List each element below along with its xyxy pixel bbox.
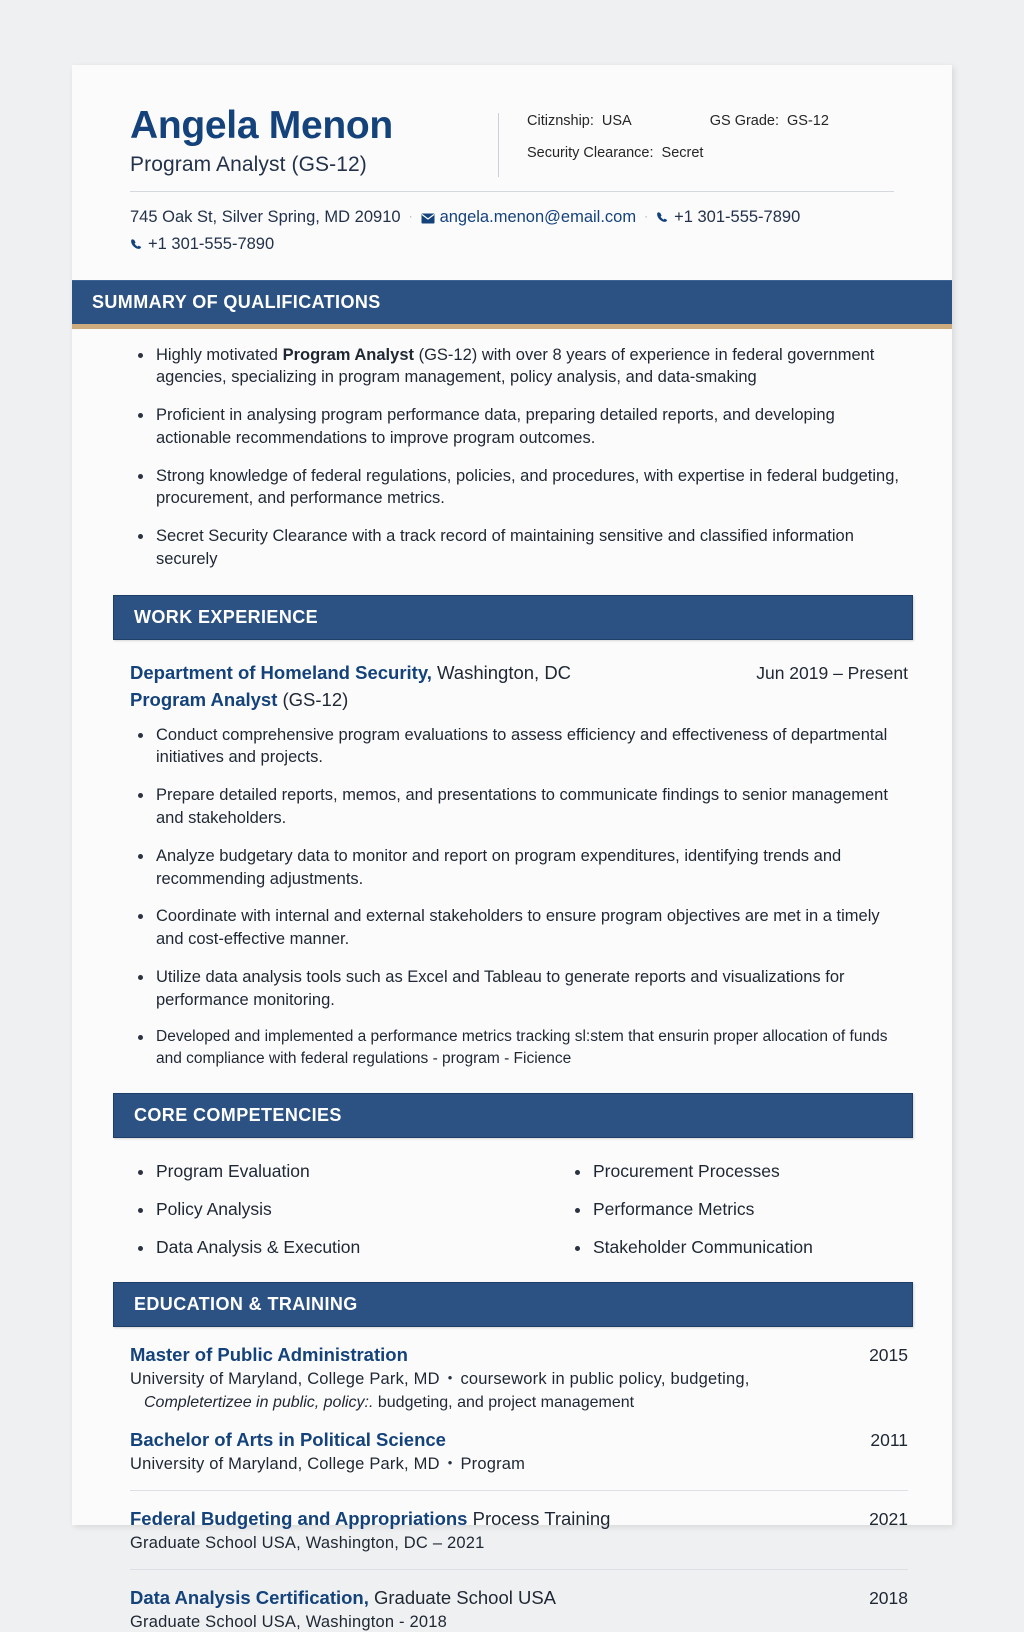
list-item: Procurement Processes xyxy=(567,1161,908,1182)
education-entry-row xyxy=(130,1587,908,1609)
competencies-column-left xyxy=(130,1144,519,1258)
education-degree-wrap xyxy=(130,1429,446,1451)
education-year: 2018 xyxy=(869,1588,908,1609)
summary-bullet1-post: (GS-12) with over 8 years of experience in federal government agencies, specializing in program management, policy analysis, and data-smaking xyxy=(156,345,875,387)
contact-line xyxy=(72,192,952,257)
education-entry-row xyxy=(130,1508,908,1530)
education-school-dot: • xyxy=(447,1455,453,1471)
education-entry-row xyxy=(130,1429,908,1451)
competencies-section xyxy=(72,1138,952,1258)
work-bullets-wrap xyxy=(72,724,952,1069)
gs-grade-label: GS Grade: xyxy=(709,113,780,129)
security-clearance-label: Security Clearance: xyxy=(527,145,654,161)
list-item xyxy=(130,344,908,390)
address-text: 745 Oak St, Silver Spring, MD 20910 xyxy=(130,208,401,227)
section-header-work-experience: WORK EXPERIENCE xyxy=(113,595,913,640)
work-bullet-list xyxy=(130,724,908,1069)
list-item: Developed and implemented a performance metrics tracking sl:stem that ensurin proper allocation of funds and compliance with federal regulations - program - Ficience xyxy=(130,1026,908,1069)
list-item: Coordinate with internal and external stakeholders to ensure program objectives are met in a timely and cost-effective manner. xyxy=(130,905,908,951)
education-school: Graduate School USA, Washington, DC – 2021 xyxy=(130,1534,485,1553)
security-clearance-field xyxy=(527,145,703,161)
work-entry-org-wrap xyxy=(130,662,571,684)
education-degree: Bachelor of Arts in Political Science xyxy=(130,1429,446,1451)
resume-header xyxy=(72,65,952,177)
resume-page xyxy=(72,65,952,1632)
work-entry-org-row xyxy=(130,662,908,684)
education-section xyxy=(72,1327,952,1632)
phone-text: +1 301-555-7890 xyxy=(674,208,801,227)
citizenship-value: USA xyxy=(601,113,632,129)
work-entry-grade: (GS-12) xyxy=(277,688,349,710)
list-item: Analyze budgetary data to monitor and report on program expenditures, identifying trends and recommending adjustments. xyxy=(130,845,908,891)
contact-line-second xyxy=(130,231,894,258)
education-school-dot: • xyxy=(447,1370,453,1386)
list-item: Conduct comprehensive program evaluations to assess efficiency and effectiveness of departmental initiatives and projects. xyxy=(130,724,908,770)
list-item: Utilize data analysis tools such as Excel and Tableau to generate reports and visualizations for performance monitoring. xyxy=(130,966,908,1012)
education-school-row xyxy=(130,1370,908,1389)
list-item: Secret Security Clearance with a track record of maintaining sensitive and classified information securely xyxy=(130,525,908,571)
education-school: University of Maryland, College Park, MD xyxy=(130,1370,440,1389)
meta-row-bottom xyxy=(527,145,908,161)
header-identity xyxy=(130,105,498,177)
summary-bullet1-bold: Program Analyst xyxy=(282,345,414,364)
phone-icon-2 xyxy=(130,238,143,251)
summary-section xyxy=(72,344,952,571)
list-item: Data Analysis & Execution xyxy=(130,1237,519,1258)
phone-text-2: +1 301-555-7890 xyxy=(148,234,275,253)
education-degree: Federal Budgeting and Appropriations xyxy=(130,1508,468,1530)
education-degree-wrap xyxy=(130,1344,408,1366)
education-school: University of Maryland, College Park, MD xyxy=(130,1455,440,1474)
education-entry xyxy=(130,1327,908,1412)
phone-icon xyxy=(656,211,669,224)
education-school-row xyxy=(130,1455,908,1474)
work-entry-header xyxy=(72,640,952,711)
education-entry-row xyxy=(130,1344,908,1366)
section-header-education: EDUCATION & TRAINING xyxy=(113,1282,913,1327)
work-entry-org: Department of Homeland Security, xyxy=(130,661,432,683)
section-header-summary: SUMMARY OF QUALIFICATIONS xyxy=(72,280,952,329)
work-entry-title: Program Analyst xyxy=(130,688,278,710)
email-link[interactable]: angela.menon@email.com xyxy=(439,208,637,227)
competencies-list-left xyxy=(130,1161,519,1258)
work-entry-title-row xyxy=(130,689,908,711)
competencies-column-right xyxy=(519,1144,908,1258)
security-clearance-value: Secret xyxy=(661,145,704,161)
list-item: Proficient in analysing program performance data, preparing detailed reports, and developing actionable recommendations to improve program outcomes. xyxy=(130,404,908,450)
education-degree-light: Process Training xyxy=(467,1508,611,1530)
education-year: 2011 xyxy=(870,1430,908,1451)
education-degree-wrap xyxy=(130,1508,610,1530)
list-item: Prepare detailed reports, memos, and presentations to communicate findings to senior management and stakeholders. xyxy=(130,784,908,830)
list-item: Performance Metrics xyxy=(567,1199,908,1220)
meta-row-top xyxy=(527,113,908,129)
citizenship-field xyxy=(527,113,632,129)
education-school-extra: Program xyxy=(460,1455,526,1474)
education-entry xyxy=(130,1412,908,1474)
education-entry xyxy=(130,1569,908,1632)
gs-grade-value: GS-12 xyxy=(787,113,829,129)
list-item: Policy Analysis xyxy=(130,1199,519,1220)
list-item: Strong knowledge of federal regulations, policies, and procedures, with expertise in federal budgeting, procurement, and performance metrics. xyxy=(130,465,908,511)
education-school-extra: coursework in public policy, budgeting, xyxy=(460,1370,750,1389)
education-school: Graduate School USA, Washington - 2018 xyxy=(130,1613,447,1632)
education-degree-wrap xyxy=(130,1587,556,1609)
summary-bullet-list xyxy=(130,344,908,571)
summary-bullet1-pre: Highly motivated xyxy=(156,345,283,364)
gs-grade-field xyxy=(710,113,829,129)
education-entry xyxy=(130,1490,908,1553)
education-note xyxy=(130,1394,908,1412)
education-year: 2015 xyxy=(869,1345,908,1366)
education-note-rest: budgeting, and project management xyxy=(373,1394,635,1412)
education-degree: Master of Public Administration xyxy=(130,1344,408,1366)
header-meta xyxy=(498,113,908,177)
education-year: 2021 xyxy=(869,1509,908,1530)
page-title: Angela Menon xyxy=(130,104,393,147)
list-item: Stakeholder Communication xyxy=(567,1237,908,1258)
work-entry-dates: Jun 2019 – Present xyxy=(756,662,908,683)
contact-separator: · xyxy=(408,209,413,224)
citizenship-label: Citiznship: xyxy=(527,113,594,129)
section-header-core-competencies: CORE COMPETENCIES xyxy=(113,1093,913,1138)
job-subtitle: Program Analyst (GS-12) xyxy=(130,153,367,177)
list-item: Program Evaluation xyxy=(130,1161,519,1182)
email-icon xyxy=(421,213,435,224)
competencies-list-right xyxy=(567,1161,908,1258)
education-note-italic: Completertizee in public, policy:. xyxy=(144,1394,374,1412)
education-degree-light: Graduate School USA xyxy=(368,1587,557,1609)
contact-separator-2: · xyxy=(644,209,649,224)
work-entry-location: Washington, DC xyxy=(431,661,572,683)
education-degree: Data Analysis Certification, xyxy=(130,1587,369,1609)
